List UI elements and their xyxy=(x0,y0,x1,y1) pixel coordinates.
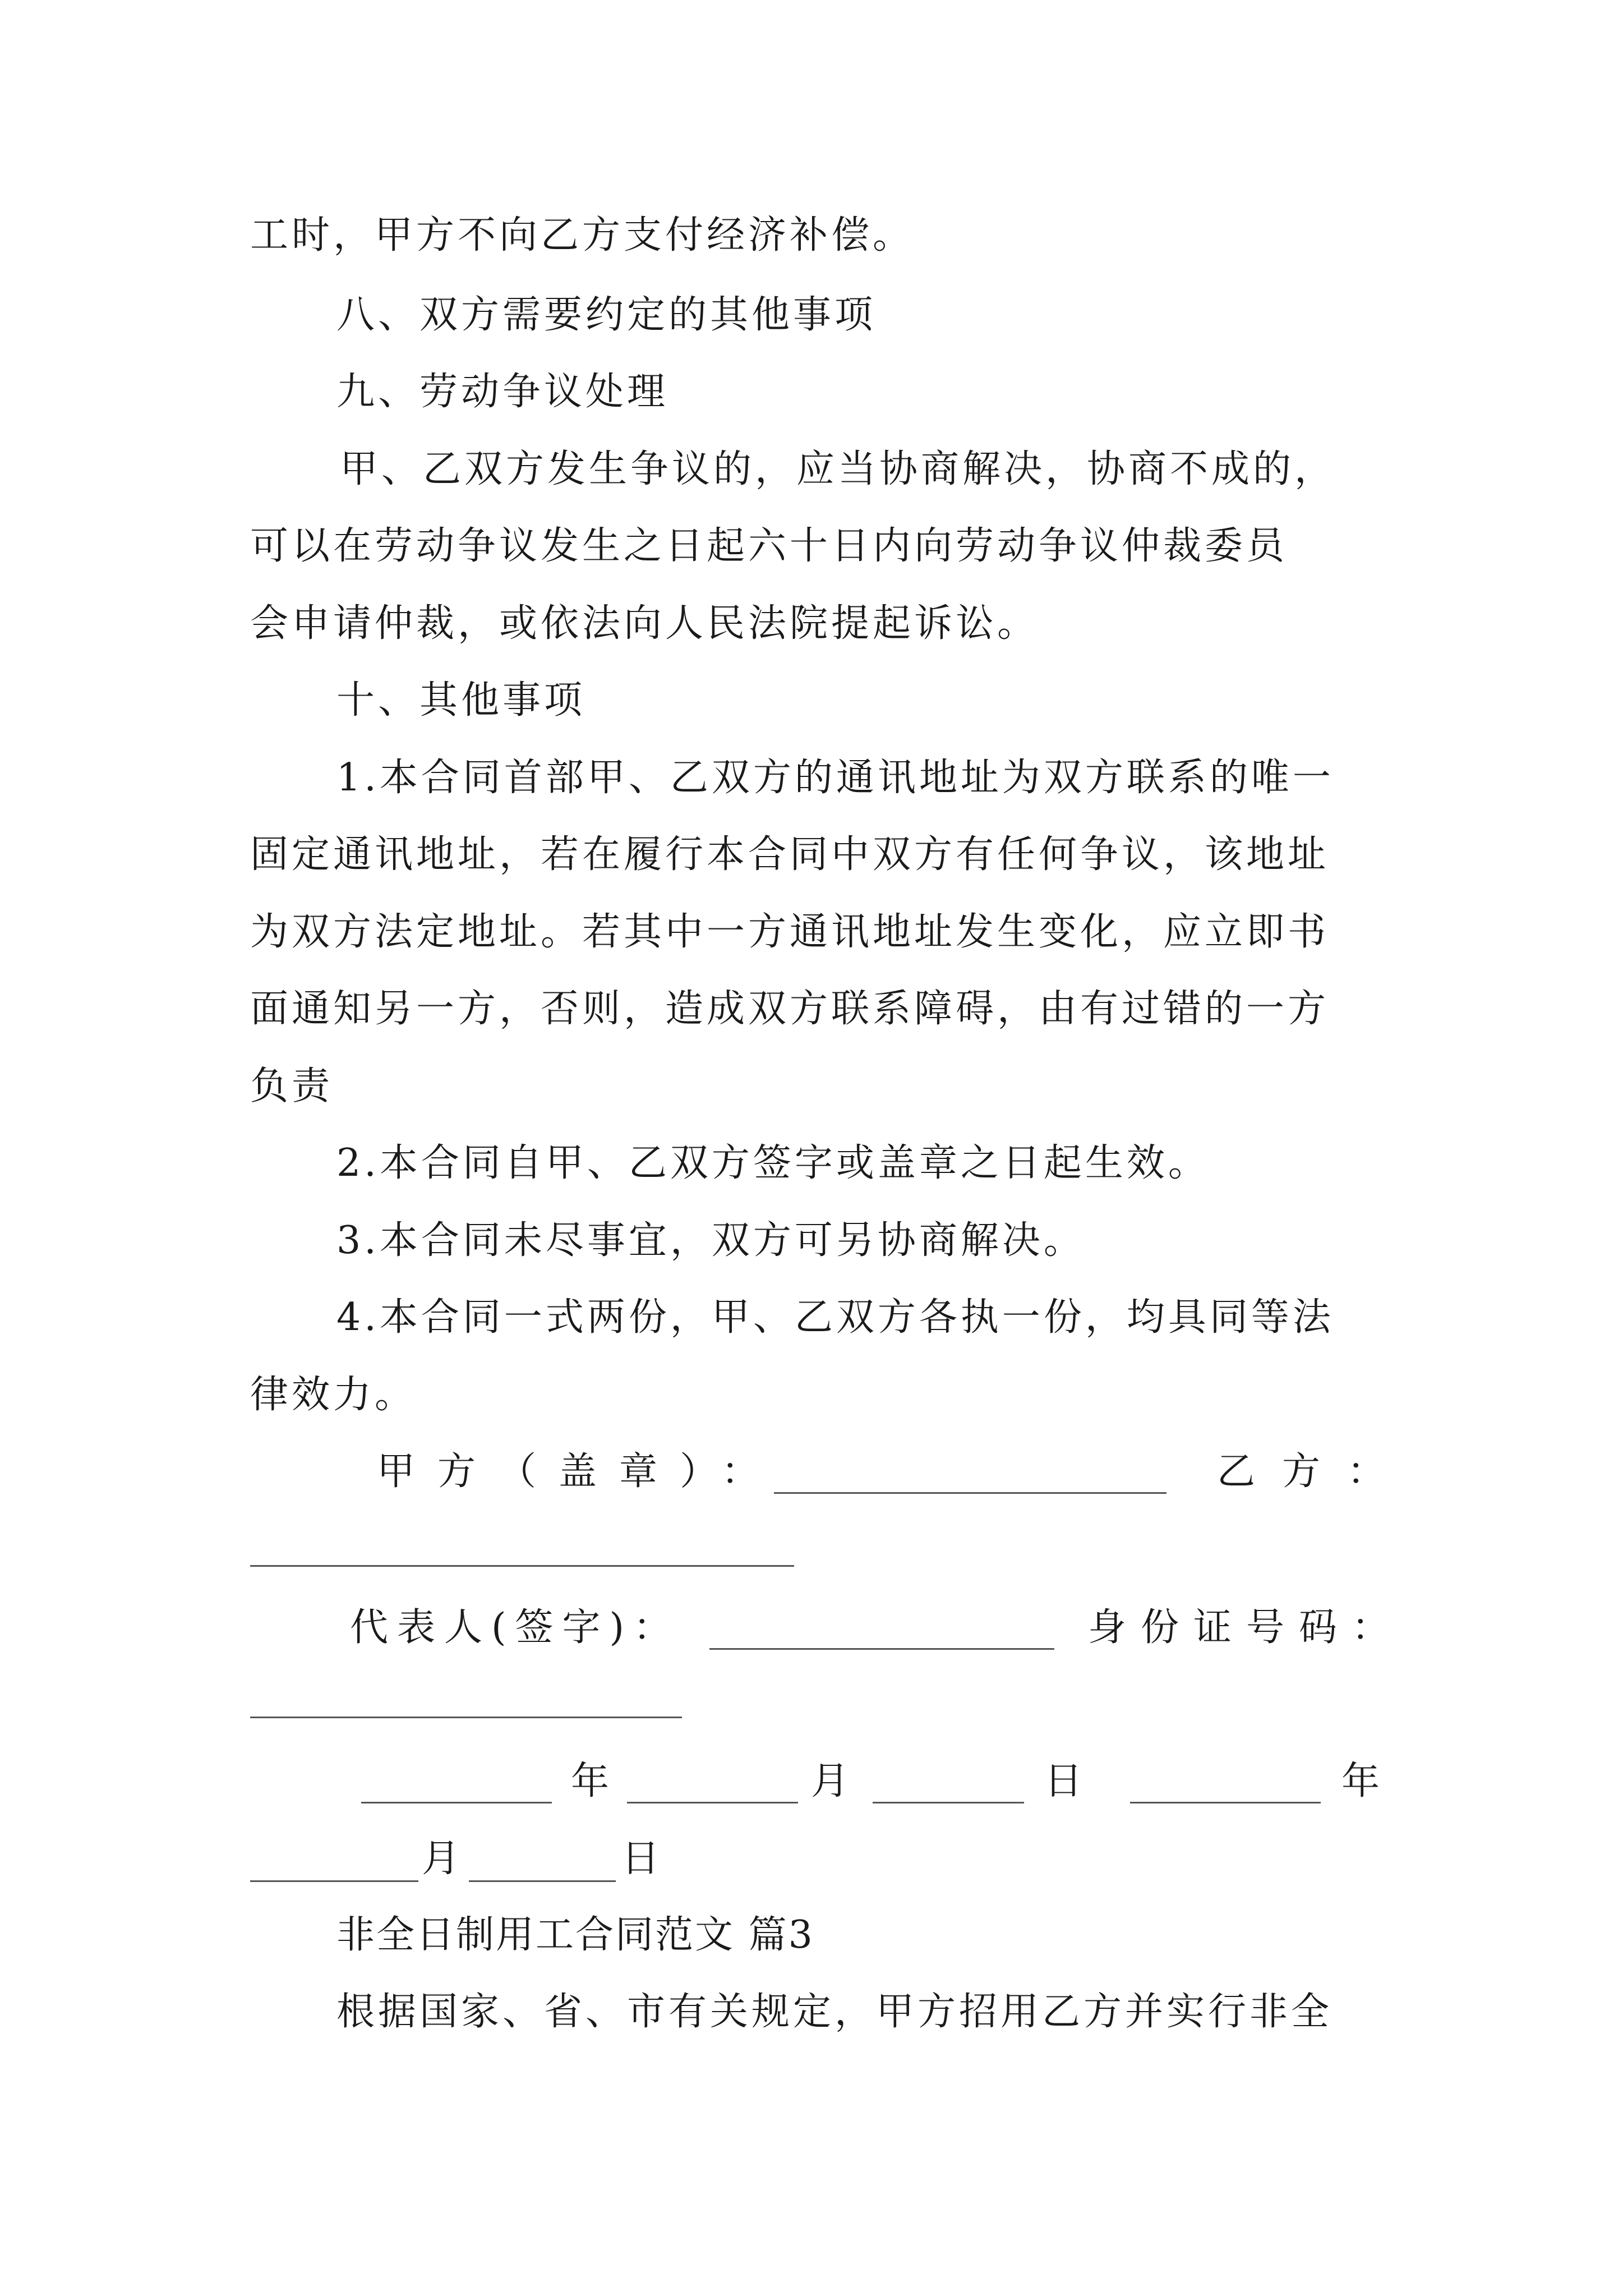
year-blank-b[interactable] xyxy=(1130,1802,1321,1803)
year-blank-a[interactable] xyxy=(361,1802,552,1803)
month-label-a: 月 xyxy=(811,1759,853,1803)
body-line: 1.本合同首部甲、乙双方的通讯地址为双方联系的唯一 xyxy=(336,756,1334,800)
body-line: 工时，甲方不向乙方支付经济补偿。 xyxy=(250,213,915,257)
day-label-a: 日 xyxy=(1044,1759,1086,1803)
id-number-blank[interactable] xyxy=(250,1717,682,1718)
body-line: 3.本合同未尽事宜，双方可另协商解决。 xyxy=(336,1218,1085,1263)
body-line: 2.本合同自甲、乙双方签字或盖章之日起生效。 xyxy=(336,1141,1210,1185)
section-heading: 十、其他事项 xyxy=(336,678,586,723)
party-b-blank[interactable] xyxy=(250,1565,794,1567)
id-number-label: 身份证号码： xyxy=(1088,1605,1405,1650)
representative-blank[interactable] xyxy=(709,1648,1054,1650)
day-label-b: 日 xyxy=(621,1837,663,1881)
party-a-blank[interactable] xyxy=(774,1492,1166,1494)
body-line: 4.本合同一式两份，甲、乙双方各执一份，均具同等法 xyxy=(336,1295,1334,1340)
body-line: 会申请仲裁，或依法向人民法院提起诉讼。 xyxy=(250,601,1039,646)
year-label-a: 年 xyxy=(571,1759,613,1803)
section-heading: 九、劳动争议处理 xyxy=(336,370,669,414)
body-line: 负责 xyxy=(250,1064,334,1108)
representative-label: 代表人(签字)： xyxy=(350,1605,681,1650)
year-label-b: 年 xyxy=(1341,1759,1384,1803)
body-line: 根据国家、省、市有关规定，甲方招用乙方并实行非全 xyxy=(336,1990,1333,2034)
body-line: 可以在劳动争议发生之日起六十日内向劳动争议仲裁委员 xyxy=(250,524,1288,568)
article-title: 非全日制用工合同范文 篇3 xyxy=(336,1913,814,1957)
day-blank-b[interactable] xyxy=(469,1880,616,1882)
section-heading: 八、双方需要约定的其他事项 xyxy=(336,293,877,337)
day-blank-a[interactable] xyxy=(873,1802,1024,1803)
body-line: 甲、乙双方发生争议的，应当协商解决，协商不成的， xyxy=(340,447,1336,491)
month-blank-a[interactable] xyxy=(627,1802,798,1803)
body-line: 固定通讯地址，若在履行本合同中双方有任何争议，该地址 xyxy=(250,832,1330,877)
body-line: 面通知另一方，否则，造成双方联系障碍，由有过错的一方 xyxy=(250,987,1330,1031)
month-label-b: 月 xyxy=(422,1837,464,1881)
party-b-label: 乙方： xyxy=(1217,1450,1413,1494)
party-a-label: 甲方（盖章）： xyxy=(377,1450,782,1494)
body-line: 律效力。 xyxy=(250,1373,417,1417)
body-line: 为双方法定地址。若其中一方通讯地址发生变化，应立即书 xyxy=(250,910,1330,954)
month-blank-b[interactable] xyxy=(250,1880,418,1882)
